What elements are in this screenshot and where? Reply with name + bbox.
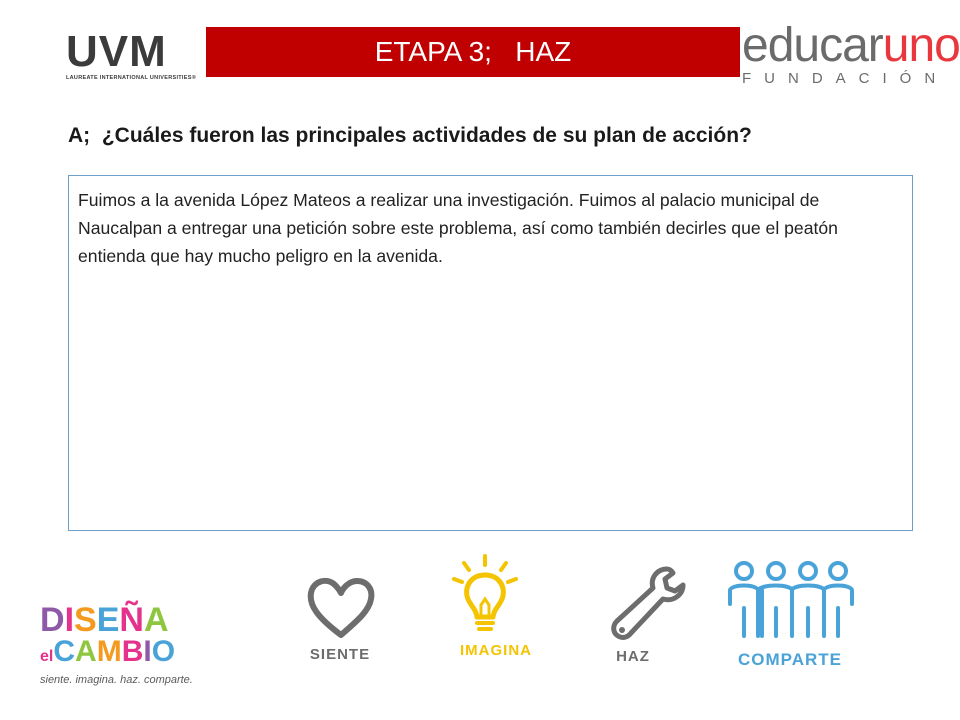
stage-banner: ETAPA 3; HAZ [206, 27, 740, 77]
cambio-logo-letter: A [75, 635, 97, 668]
cambio-logo-letter: I [143, 635, 152, 668]
educaruno-logo-word-accent: uno [882, 19, 960, 72]
cambio-logo-letter: B [121, 635, 144, 668]
wrench-icon [605, 563, 691, 643]
disena-logo-letter: E [96, 601, 120, 639]
lightbulb-icon [448, 553, 522, 639]
cambio-logo-letter: M [96, 635, 122, 668]
uvm-logo [66, 27, 197, 81]
disena-logo-letter: D [40, 601, 65, 639]
stage-label-imagina: IMAGINA [460, 642, 532, 659]
disena-logo-word [40, 603, 220, 637]
el-cambio-line [40, 637, 220, 672]
disena-logo-tagline: siente. imagina. haz. comparte. [40, 674, 193, 686]
disena-logo-letter: I [64, 601, 75, 639]
cambio-logo-letter: O [151, 635, 176, 668]
uvm-logo-word: UVM [66, 27, 167, 76]
educaruno-logo [742, 19, 960, 92]
answer-box [68, 175, 913, 531]
cambio-logo-word [53, 635, 175, 668]
heart-icon [305, 575, 377, 641]
disena-logo-letter: A [143, 601, 169, 639]
disena-logo-letter: S [74, 601, 97, 639]
question-heading: A; ¿Cuáles fueron las principales actividades de su plan de acción? [68, 124, 752, 147]
answer-text: Fuimos a la avenida López Mateos a realizar una investigación. Fuimos al palacio municipal de Naucalpan a entregar una petición sobre este problema, así como también decirles que el peatón entienda que hay mucho peligro en la avenida. [78, 190, 838, 266]
people-icon [726, 558, 856, 640]
educaruno-logo-word-main: educar [742, 19, 883, 72]
stage-label-comparte: COMPARTE [737, 650, 842, 669]
cambio-logo-letter: C [53, 635, 76, 668]
uvm-logo-subtitle: LAUREATE INTERNATIONAL UNIVERSITIES® [66, 75, 197, 81]
el-word: el [40, 648, 54, 665]
stage-label-siente: SIENTE [309, 646, 371, 663]
disena-el-cambio-logo [40, 601, 220, 686]
disena-logo-letter: Ñ [119, 601, 144, 639]
educaruno-logo-word [742, 19, 960, 72]
stage-label-haz: HAZ [616, 648, 650, 665]
educaruno-logo-subtitle: FUNDACIÓN [742, 70, 949, 87]
